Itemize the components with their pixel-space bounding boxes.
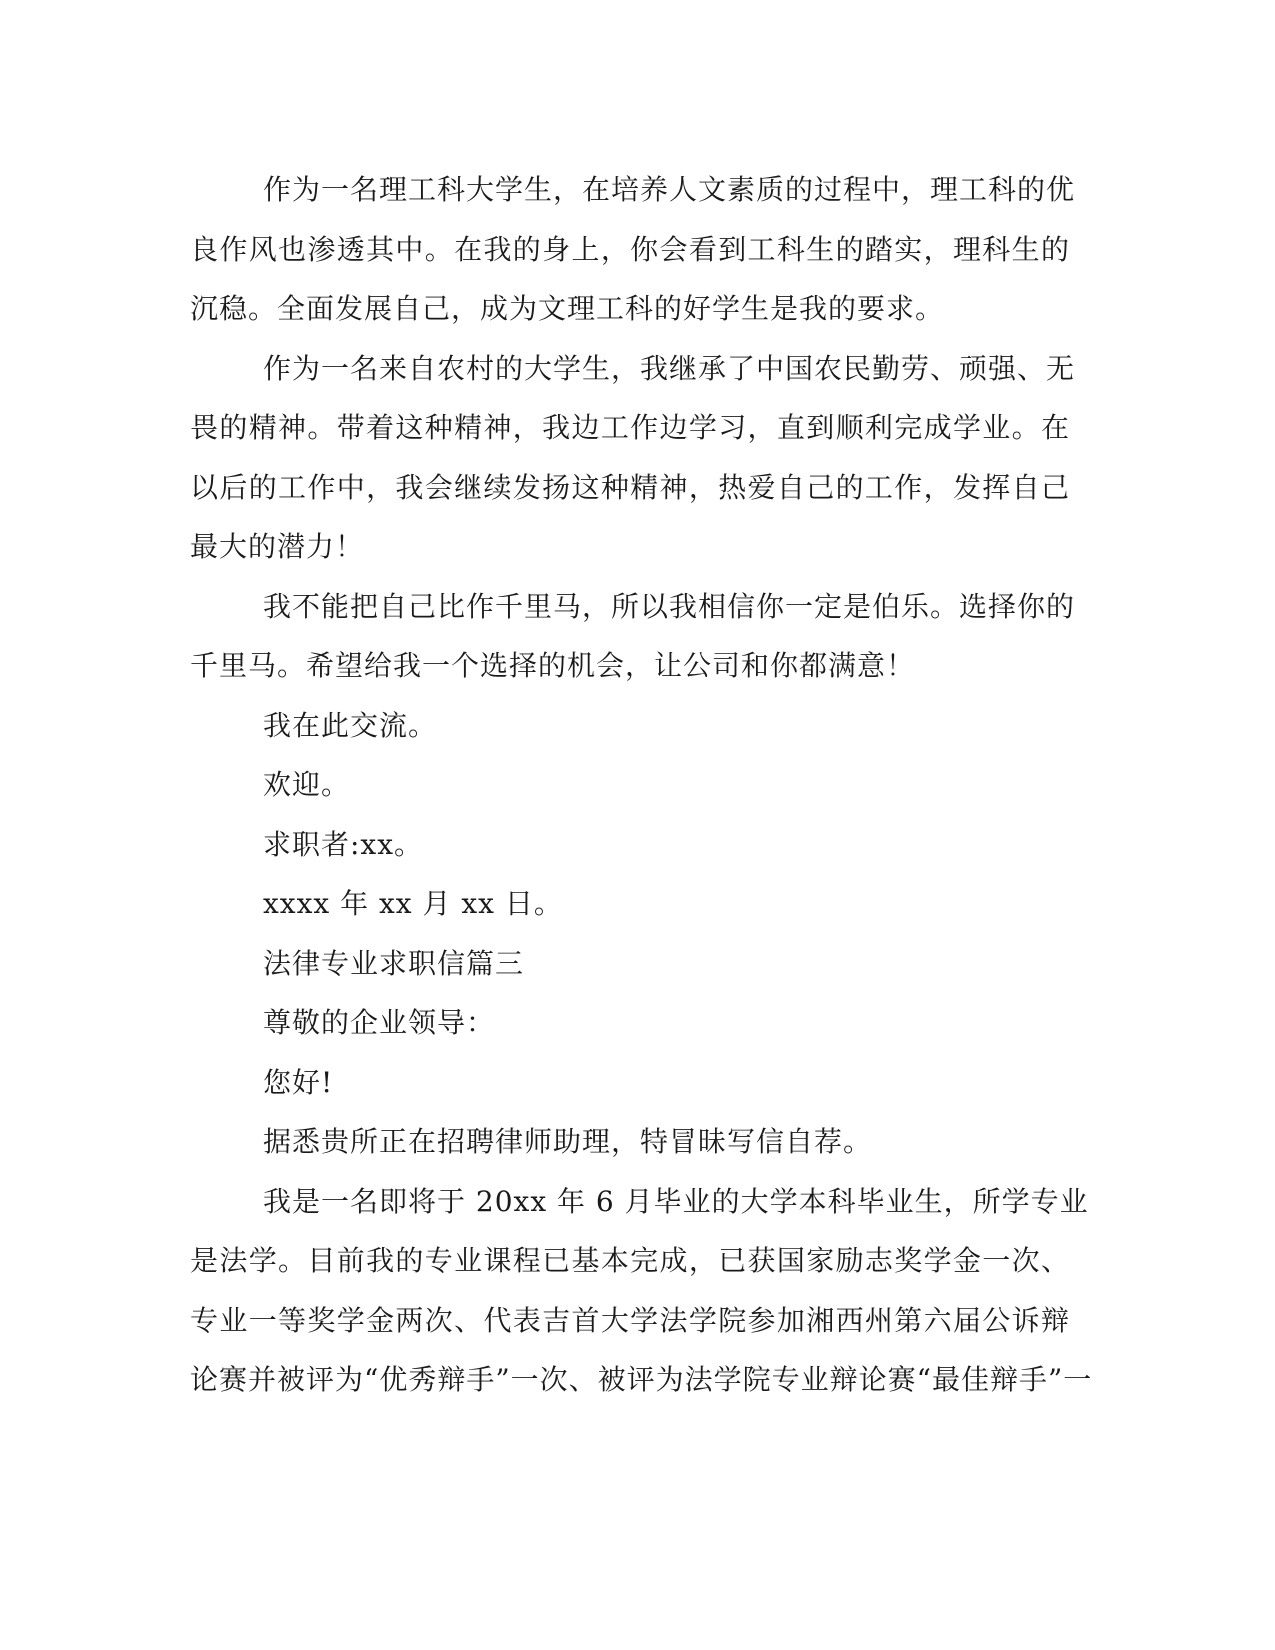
text-line: 是法学。目前我的专业课程已基本完成，已获国家励志奖学金一次、: [190, 1244, 1070, 1277]
text-line: 论赛并被评为“优秀辩手”一次、被评为法学院专业辩论赛“最佳辩手”一: [190, 1363, 1093, 1396]
section-heading: 法律专业求职信篇三: [263, 946, 525, 980]
text-line: 我在此交流。: [263, 708, 438, 742]
greeting: 您好!: [263, 1065, 334, 1099]
text-line: 作为一名理工科大学生，在培养人文素质的过程中，理工科的优: [263, 173, 1076, 206]
text-line: 千里马。希望给我一个选择的机会，让公司和你都满意！: [190, 649, 916, 682]
text-line: 专业一等奖学金两次、代表吉首大学法学院参加湘西州第六届公诉辩: [190, 1303, 1070, 1337]
text-line: xxxx 年 xx 月 xx 日。: [263, 887, 563, 920]
text-line: 以后的工作中，我会继续发扬这种精神，热爱自己的工作，发挥自己: [190, 470, 1070, 504]
text-line: 良作风也渗透其中。在我的身上，你会看到工科生的踏实，理科生的: [190, 232, 1070, 266]
text-line: 求职者:xx。: [263, 827, 424, 861]
text-line: 据悉贵所正在招聘律师助理，特冒昧写信自荐。: [263, 1125, 873, 1158]
text-line: 沉稳。全面发展自己，成为文理工科的好学生是我的要求。: [190, 292, 945, 325]
text-line: 我是一名即将于 20xx 年 6 月毕业的大学本科毕业生，所学专业: [263, 1184, 1089, 1218]
text-line: 畏的精神。带着这种精神，我边工作边学习，直到顺利完成学业。在: [190, 411, 1070, 444]
text-line: 最大的潜力！: [190, 530, 365, 563]
salutation: 尊敬的企业领导：: [263, 1006, 496, 1039]
text-line: 我不能把自己比作千里马，所以我相信你一定是伯乐。选择你的: [263, 589, 1076, 623]
text-line: 作为一名来自农村的大学生，我继承了中国农民勤劳、顽强、无: [263, 351, 1076, 385]
document-body: [190, 160, 1093, 1410]
text-line: 欢迎。: [263, 768, 351, 801]
